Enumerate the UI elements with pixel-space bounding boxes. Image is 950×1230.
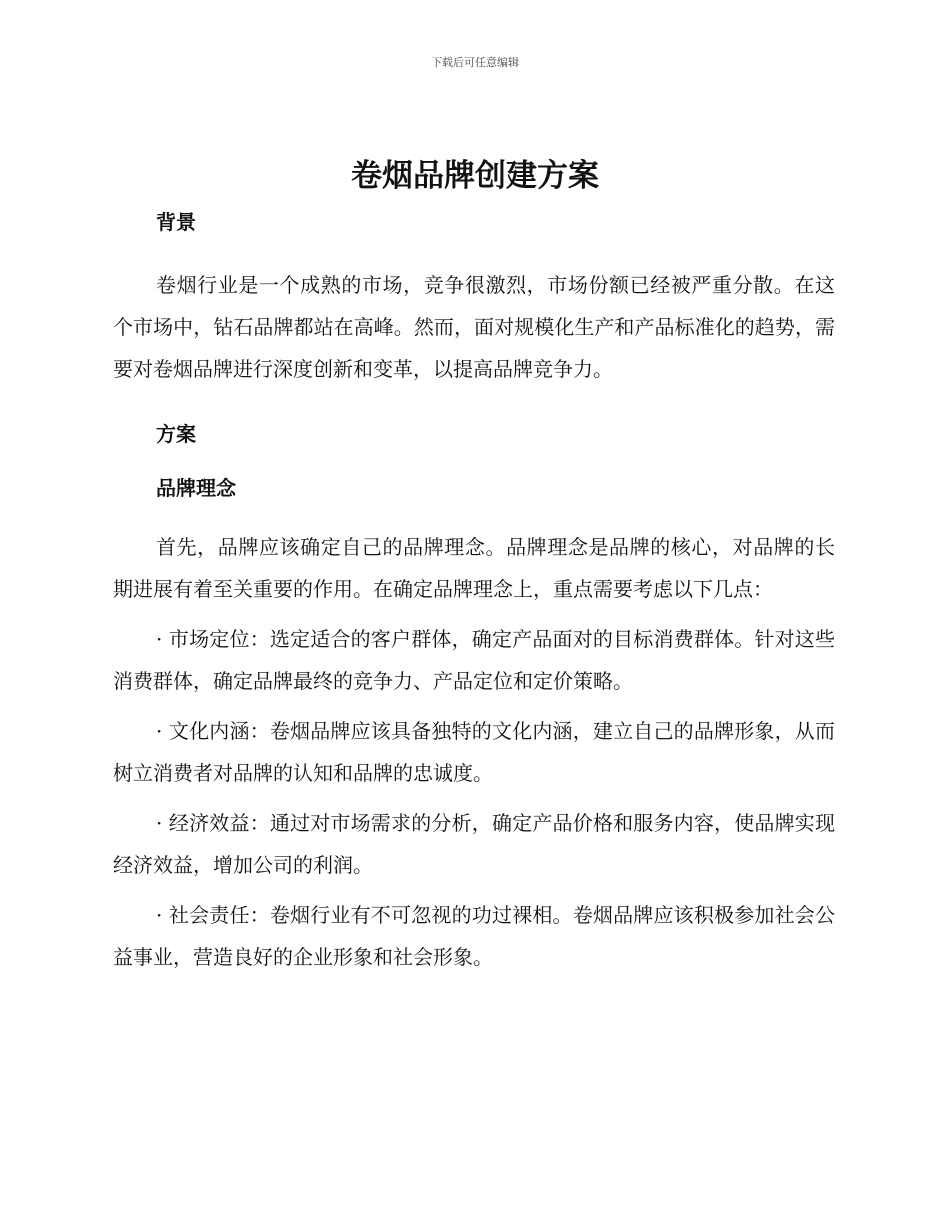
section-heading-background: 背景 xyxy=(156,210,196,234)
document-title: 卷烟品牌创建方案 xyxy=(351,158,599,194)
bullet-cultural-connotation: · 文化内涵：卷烟品牌应该具备独特的文化内涵，建立自己的品牌形象，从而树立消费者对品牌的认知和品牌的忠诚度。 xyxy=(113,719,835,785)
background-paragraph: 卷烟行业是一个成熟的市场，竞争很激烈，市场份额已经被严重分散。在这个市场中，钻石品牌都站在高峰。然而，面对规模化生产和产品标准化的趋势，需要对卷烟品牌进行深度创新和变革，以提高品牌竞争力。 xyxy=(113,273,835,381)
section-heading-plan: 方案 xyxy=(156,422,196,446)
bullet-social-responsibility: · 社会责任：卷烟行业有不可忽视的功过裸相。卷烟品牌应该积极参加社会公益事业，营造良好的企业形象和社会形象。 xyxy=(113,903,835,969)
brand-concept-paragraph: 首先，品牌应该确定自己的品牌理念。品牌理念是品牌的核心，对品牌的长期进展有着至关重要的作用。在确定品牌理念上，重点需要考虑以下几点： xyxy=(113,535,835,601)
page-header-note: 下载后可任意编辑 xyxy=(431,56,519,69)
bullet-market-positioning: · 市场定位：选定适合的客户群体，确定产品面对的目标消费群体。针对这些消费群体，确定品牌最终的竞争力、产品定位和定价策略。 xyxy=(113,627,835,693)
document-body xyxy=(113,208,835,978)
bullet-economic-benefit: · 经济效益：通过对市场需求的分析，确定产品价格和服务内容，使品牌实现经济效益，增加公司的利润。 xyxy=(113,811,835,877)
section-heading-brand-concept: 品牌理念 xyxy=(156,476,236,500)
